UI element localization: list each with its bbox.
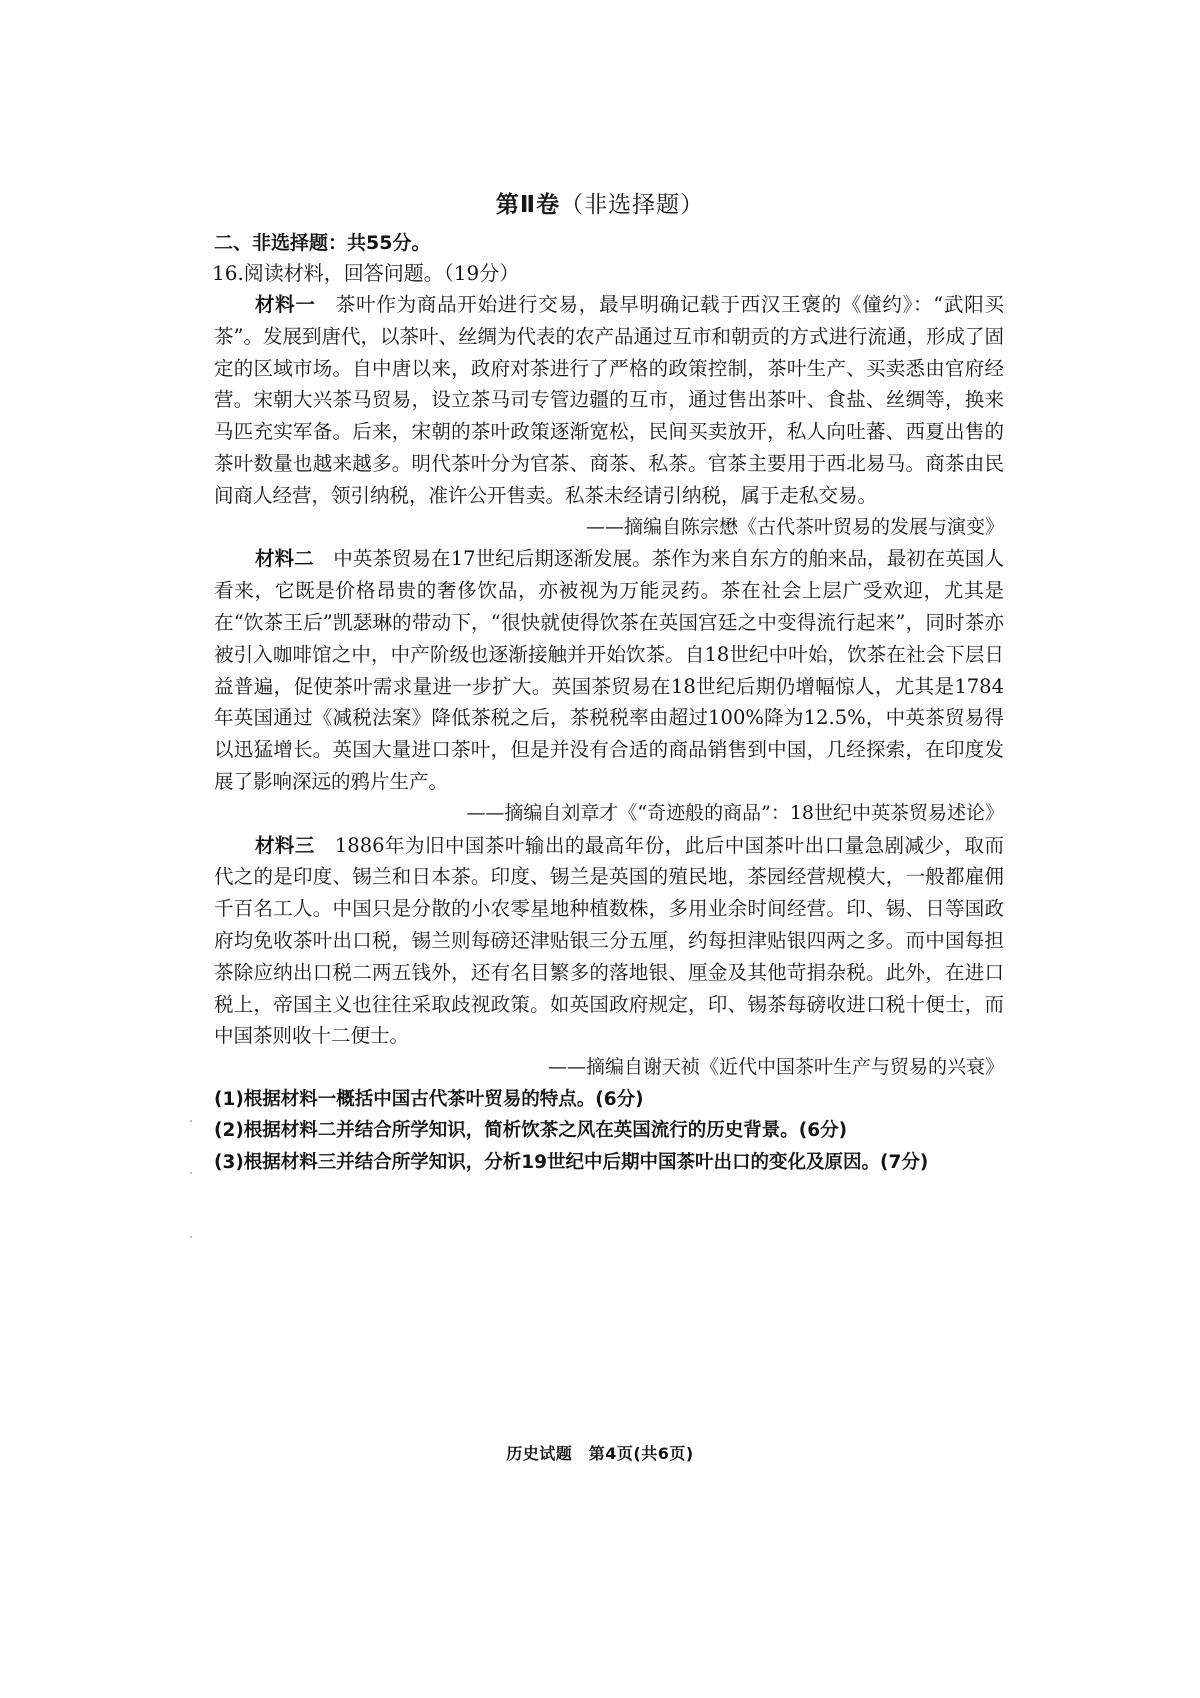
material-source: ——摘编自刘章才《“奇迹般的商品”：18世纪中英茶贸易述论》: [466, 801, 1004, 824]
section-heading: 二、非选择题：共55分。: [214, 232, 431, 254]
question-number: 16.阅读材料，回答问题。（19分）: [212, 261, 520, 285]
subquestion-1: (1)根据材料一概括中国古代茶叶贸易的特点。(6分): [214, 1088, 644, 1110]
material-one: [214, 289, 1004, 512]
material-source: ——摘编自陈宗懋《古代茶叶贸易的发展与演变》: [585, 515, 1004, 538]
material-tag: 材料一: [254, 293, 316, 316]
question-content: [214, 228, 1004, 1178]
material-tag: 材料三: [254, 833, 315, 857]
material-text: 1886年为旧中国茶叶输出的最高年份，此后中国茶叶出口量急剧减少，取而代之的是印度、锡兰和日本茶。印度、锡兰是英国的殖民地，茶园经营规模大，一般都雇佣千百名工人。中国只是分散的小农零星地种植数株，多用业余时间经营。印、锡、日等国政府均免收茶叶出口税，锡兰则每磅还津贴银三分五厘，约每担津贴银四两之多。而中国每担茶除应纳出口税二两五钱外，还有名目繁多的落地银、厘金及其他苛捐杂税。此外，在进口税上，帝国主义也往往采取歧视政策。如英国政府规定，印、锡茶每磅收进口税十便士，而中国茶则收十二便士。: [214, 833, 1004, 1048]
material-three: [214, 830, 1004, 1053]
material-source: ——摘编自谢天祯《近代中国茶叶生产与贸易的兴衰》: [547, 1056, 1004, 1079]
material-text: 茶叶作为商品开始进行交易，最早明确记载于西汉王褒的《僮约》：“武阳买茶”。发展到唐代，以茶叶、丝绸为代表的农产品通过互市和朝贡的方式进行流通，形成了固定的区域市场。自中唐以来，政府对茶进行了严格的政策控制，茶叶生产、买卖悉由官府经营。宋朝大兴茶马贸易，设立茶马司专管边疆的互市，通过售出茶叶、食盐、丝绸等，换来马匹充实军备。后来，宋朝的茶叶政策逐渐宽松，民间买卖放开，私人向吐蕃、西夏出售的茶叶数量也越来越多。明代茶叶分为官茶、商茶、私茶。官茶主要用于西北易马。商茶由民间商人经营，领引纳税，准许公开售卖。私茶未经请引纳税，属于走私交易。: [214, 293, 1004, 507]
material-two: [214, 543, 1004, 797]
material-text: 中英茶贸易在17世纪后期逐渐发展。茶作为来自东方的舶来品，最初在英国人看来，它既是价格昂贵的奢侈饮品，亦被视为万能灵药。茶在社会上层广受欢迎，尤其是在“饮茶王后”凯瑟琳的带动下，“很快就使得饮茶在英国宫廷之中变得流行起来”，同时茶亦被引入咖啡馆之中，中产阶级也逐渐接触并开始饮茶。自18世纪中叶始，饮茶在社会下层日益普遍，促使茶叶需求量进一步扩大。英国茶贸易在18世纪后期仍增幅惊人，尤其是1784年英国通过《减税法案》降低茶税之后，茶税税率由超过100%降为12.5%，中英茶贸易得以迅猛增长。英国大量进口茶叶，但是并没有合适的商品销售到中国，几经探索，在印度发展了影响深远的鸦片生产。: [214, 547, 1004, 793]
scan-speck: [190, 1236, 192, 1238]
subquestion-3: (3)根据材料三并结合所学知识，分析19世纪中后期中国茶叶出口的变化及原因。(7分): [214, 1151, 929, 1173]
subquestion-2: (2)根据材料二并结合所学知识，简析饮茶之风在英国流行的历史背景。(6分): [214, 1120, 848, 1142]
scan-speck: [190, 1120, 192, 1122]
paper-section-title: [0, 186, 1200, 219]
title-paren: （非选择题）: [560, 192, 705, 218]
page-footer: 历史试题 第4页(共6页): [506, 1444, 694, 1463]
scan-speck: [190, 1172, 192, 1174]
material-tag: 材料二: [254, 547, 314, 571]
title-main: 第Ⅱ卷: [495, 192, 561, 218]
